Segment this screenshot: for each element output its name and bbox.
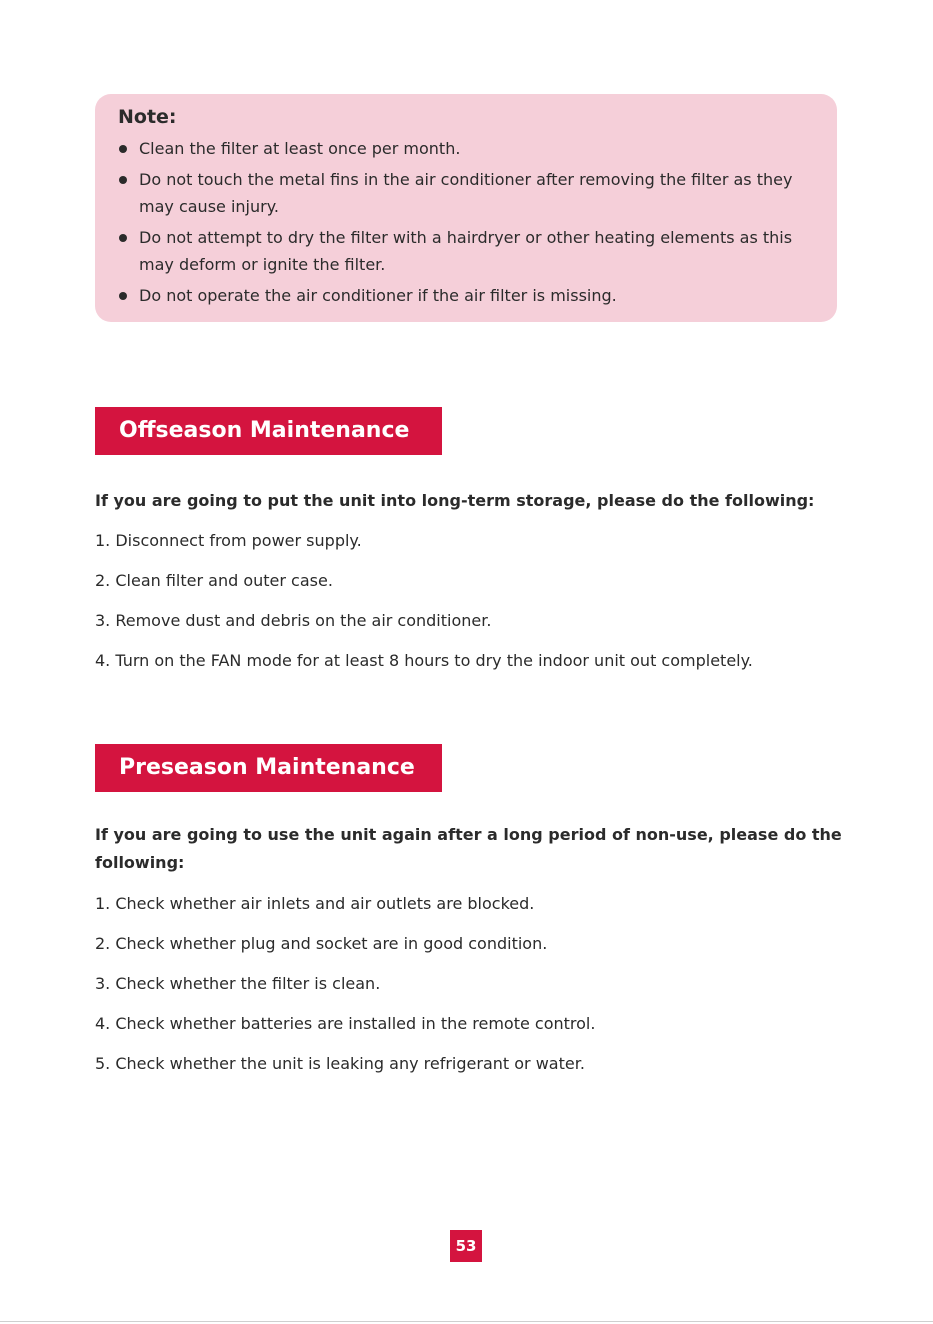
offseason-step: 4. Turn on the FAN mode for at least 8 hours to dry the indoor unit out completely. — [95, 651, 753, 670]
note-item-text: Do not attempt to dry the filter with a hairdryer or other heating elements as this may deform or ignite the filter. — [139, 228, 793, 274]
page-bottom-rule — [0, 1321, 933, 1322]
note-item — [118, 224, 815, 278]
bullet-icon — [119, 234, 127, 242]
page-number: 53 — [450, 1230, 482, 1262]
preseason-intro: If you are going to use the unit again after a long period of non-use, please do the following: — [95, 825, 842, 872]
note-item — [118, 135, 815, 162]
preseason-step: 5. Check whether the unit is leaking any refrigerant or water. — [95, 1054, 585, 1073]
preseason-step: 2. Check whether plug and socket are in good condition. — [95, 934, 548, 953]
offseason-intro: If you are going to put the unit into long-term storage, please do the following: — [95, 491, 815, 510]
note-item-text: Clean the filter at least once per month. — [139, 139, 461, 158]
note-title: Note: — [118, 106, 177, 128]
bullet-icon — [119, 145, 127, 153]
offseason-step: 3. Remove dust and debris on the air conditioner. — [95, 611, 492, 630]
bullet-icon — [119, 176, 127, 184]
note-item-text: Do not touch the metal fins in the air conditioner after removing the filter as they may cause injury. — [139, 170, 793, 216]
note-item — [118, 166, 815, 220]
preseason-heading: Preseason Maintenance — [95, 744, 442, 792]
preseason-step: 3. Check whether the filter is clean. — [95, 974, 381, 993]
preseason-step: 4. Check whether batteries are installed in the remote control. — [95, 1014, 596, 1033]
preseason-step: 1. Check whether air inlets and air outlets are blocked. — [95, 894, 535, 913]
preseason-steps — [95, 893, 840, 1093]
note-box — [95, 94, 837, 322]
note-item — [118, 282, 815, 309]
offseason-step: 1. Disconnect from power supply. — [95, 531, 362, 550]
offseason-step: 2. Clean filter and outer case. — [95, 571, 333, 590]
offseason-steps — [95, 530, 840, 690]
offseason-heading: Offseason Maintenance — [95, 407, 442, 455]
note-item-text: Do not operate the air conditioner if the air filter is missing. — [139, 286, 617, 305]
note-list — [118, 135, 815, 309]
bullet-icon — [119, 292, 127, 300]
